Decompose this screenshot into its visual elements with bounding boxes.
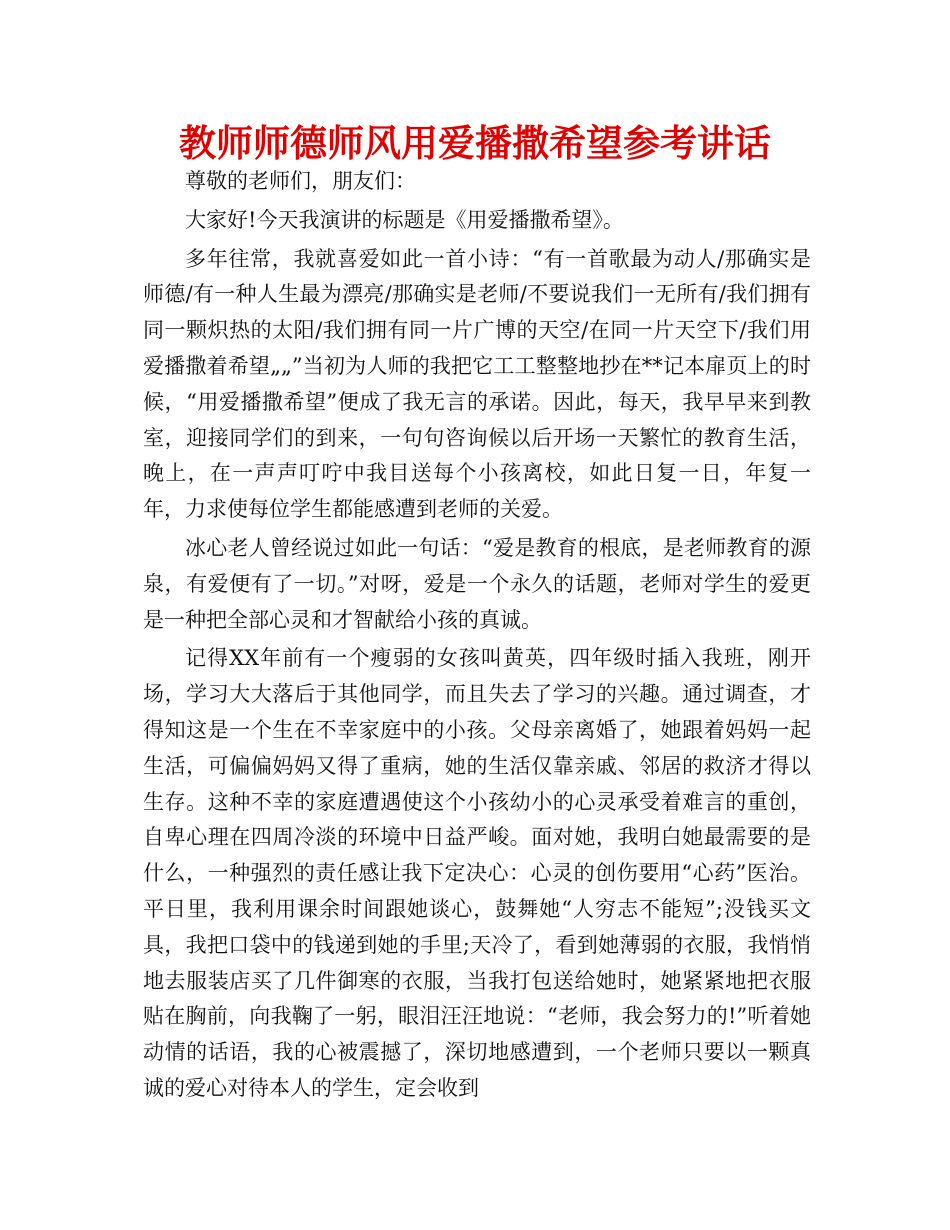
paragraph-poem: 多年往常，我就喜爱如此一首小诗：“有一首歌最为动人/那确实是师德/有一种人生最为漂亮/那确实是老师/不要说我们一无所有/我们拥有同一颗炽热的太阳/我们拥有同一片广博的天空/在同一片天空下/我们用爱播撒着希望„„”当初为人师的我把它工工整整地抄在**记本扉页上的时候，“用爱播撒希望”便成了我无言的承诺。因此，每天，我早早来到教室，迎接同学们的到来，一句句咨询候以后开场一天繁忙的教育生活，晚上，在一声声叮咛中我目送每个小孩离校，如此日复一日，年复一年，力求使每位学生都能感遭到老师的关爱。 xyxy=(143,246,811,522)
paragraph-greeting: 大家好!今天我演讲的标题是《用爱播撒希望》。 xyxy=(185,207,624,232)
document-title: 教师师德师风用爱播撒希望参考讲话 xyxy=(179,122,771,165)
document-body xyxy=(143,164,811,1110)
paragraph-bingxin-quote: 冰心老人曾经说过如此一句话：“爱是教育的根底，是老师教育的源泉，有爱便有了一切。”对呀，爱是一个永久的话题，老师对学生的爱更是一种把全部心灵和才智献给小孩的真诚。 xyxy=(143,535,811,632)
paragraph-huang-ying-story: 记得XX年前有一个瘦弱的女孩叫黄英，四年级时插入我班，刚开场，学习大大落后于其他同学，而且失去了学习的兴趣。通过调查，才得知这是一个生在不幸家庭中的小孩。父母亲离婚了，她跟着妈妈一起生活，可偏偏妈妈又得了重病，她的生活仅靠亲戚、邻居的救济才得以生存。这种不幸的家庭遭遇使这个小孩幼小的心灵承受着难言的重创，自卑心理在四周冷淡的环境中日益严峻。面对她，我明白她最需要的是什么，一种强烈的责任感让我下定决心：心灵的创伤要用“心药”医治。平日里，我利用课余时间跟她谈心，鼓舞她“人穷志不能短”;没钱买文具，我把口袋中的钱递到她的手里;天冷了，看到她薄弱的衣服，我悄悄地去服装店买了几件御寒的衣服，当我打包送给她时，她紧紧地把衣服贴在胸前，向我鞠了一躬，眼泪汪汪地说：“老师，我会努力的!”听着她动情的话语，我的心被震撼了，深切地感遭到，一个老师只要以一颗真诚的爱心对待本人的学生，定会收到 xyxy=(143,646,811,1100)
salutation: 尊敬的老师们，朋友们： xyxy=(185,169,416,193)
